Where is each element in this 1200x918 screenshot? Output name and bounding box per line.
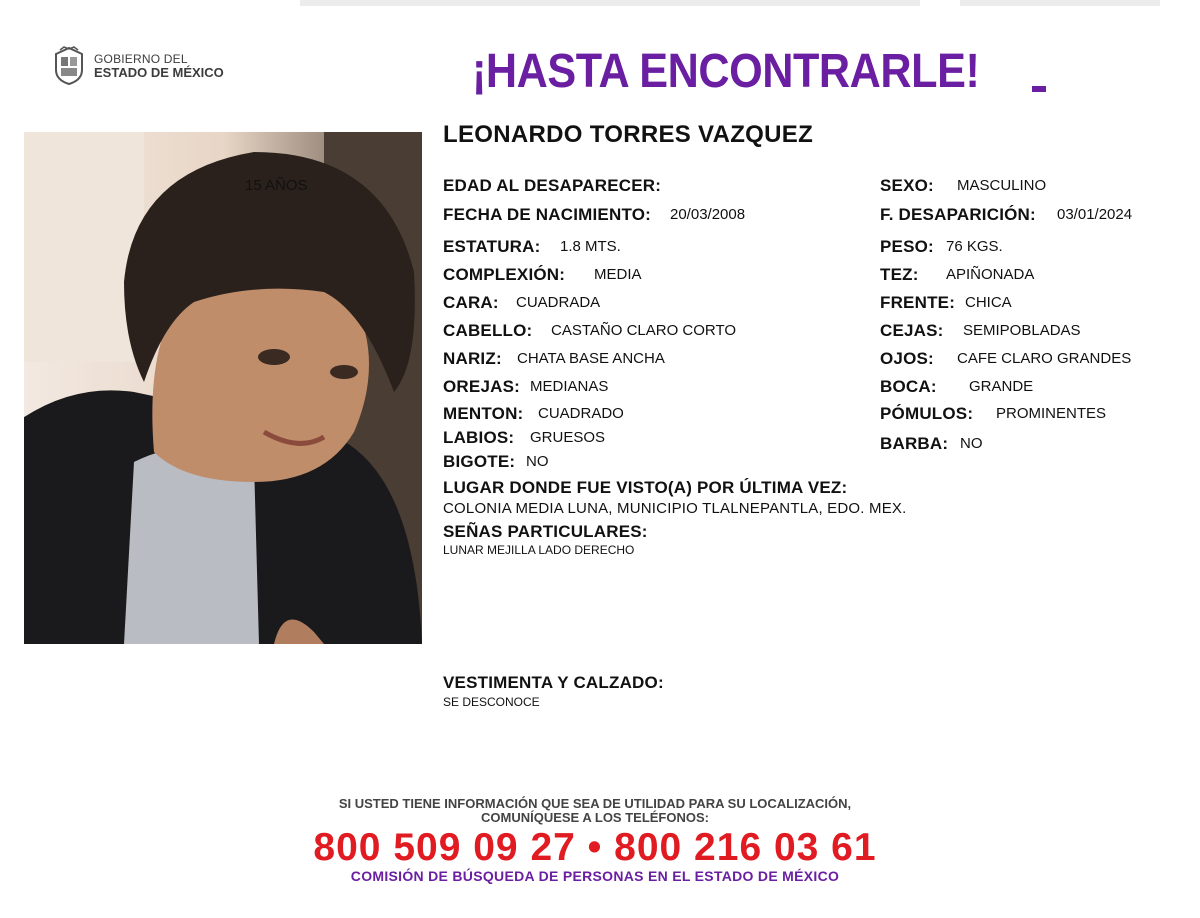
detail-value: APIÑONADA [946,266,1035,283]
detail-field [880,265,1035,285]
detail-value: CAFE CLARO GRANDES [957,350,1132,367]
detail-value: CASTAÑO CLARO CORTO [551,322,737,339]
clothing-label: VESTIMENTA Y CALZADO: [443,673,664,692]
detail-label: PESO: [880,237,934,256]
detail-value: SEMIPOBLADAS [963,322,1081,339]
detail-label: OJOS: [880,349,934,368]
detail-value: GRUESOS [530,429,606,446]
gov-line-1: GOBIERNO DEL [94,52,188,66]
detail-field [443,452,549,472]
detail-field [880,205,1133,225]
top-strip-left [300,0,920,6]
detail-value: CUADRADA [516,294,601,311]
state-seal-icon [52,46,86,86]
detail-field [443,265,642,285]
marks-value: LUNAR MEJILLA LADO DERECHO [443,543,635,557]
detail-label: TEZ: [880,265,919,284]
detail-field [443,205,746,225]
detail-field [880,377,1034,397]
detail-field [245,176,662,196]
last-seen-value: COLONIA MEDIA LUNA, MUNICIPIO TLALNEPANTLA, EDO. MEX. [443,500,907,517]
detail-field [443,377,609,397]
detail-label: FRENTE: [880,293,956,312]
top-strip-right [960,0,1160,6]
detail-label: BIGOTE: [443,452,516,471]
detail-field [880,321,1081,341]
phone-numbers: 800 509 09 27 • 800 216 03 61 [313,826,877,869]
detail-field [443,404,624,424]
headline-accent-bar [1032,86,1046,92]
detail-label: ESTATURA: [443,237,541,256]
detail-field [443,293,601,313]
detail-value: MASCULINO [957,177,1047,194]
detail-value: NO [526,453,549,470]
detail-value: MEDIANAS [530,378,609,395]
detail-label: BARBA: [880,434,949,453]
last-seen-label: LUGAR DONDE FUE VISTO(A) POR ÚLTIMA VEZ: [443,478,848,497]
gov-line-2: ESTADO DE MÉXICO [94,65,224,80]
info-line-2: COMUNÍQUESE A LOS TELÉFONOS: [481,810,709,825]
detail-value: CHATA BASE ANCHA [517,350,665,367]
missing-person-photo [24,132,422,644]
detail-label: SEXO: [880,176,934,195]
detail-label: COMPLEXIÓN: [443,265,566,284]
detail-value: 76 KGS. [946,238,1003,255]
detail-value: 15 AÑOS [245,177,308,194]
detail-label: EDAD AL DESAPARECER: [443,176,662,195]
detail-value: CUADRADO [538,405,624,422]
detail-field [443,237,621,257]
info-line-1: SI USTED TIENE INFORMACIÓN QUE SEA DE UTILIDAD PARA SU LOCALIZACIÓN, [338,796,852,811]
detail-label: CARA: [443,293,499,312]
detail-field [880,404,1107,424]
detail-value: PROMINENTES [996,405,1107,422]
clothing-value: SE DESCONOCE [443,695,540,709]
detail-value: 20/03/2008 [670,206,746,223]
detail-field [443,349,665,369]
detail-value: 1.8 MTS. [560,238,621,255]
detail-field [880,237,1003,257]
detail-field [443,321,737,341]
detail-field [880,434,983,454]
portrait-illustration [24,132,422,644]
marks-label: SEÑAS PARTICULARES: [443,522,648,541]
detail-label: CABELLO: [443,321,533,340]
detail-label: NARIZ: [443,349,502,368]
detail-label: OREJAS: [443,377,520,396]
detail-label: LABIOS: [443,428,515,447]
person-name: LEONARDO TORRES VAZQUEZ [443,121,814,148]
detail-field [880,176,1047,196]
detail-value: CHICA [965,294,1012,311]
detail-value: NO [960,435,983,452]
detail-label: F. DESAPARICIÓN: [880,205,1036,224]
government-logo [52,46,224,86]
detail-field [443,428,606,448]
commission-name: COMISIÓN DE BÚSQUEDA DE PERSONAS EN EL ESTADO DE MÉXICO [350,868,840,884]
detail-label: BOCA: [880,377,937,396]
detail-field [880,293,1012,313]
detail-label: FECHA DE NACIMIENTO: [443,205,651,224]
detail-value: 03/01/2024 [1057,206,1133,223]
detail-label: MENTON: [443,404,524,423]
detail-label: PÓMULOS: [880,404,974,423]
headline: ¡HASTA ENCONTRARLE! [472,45,980,98]
detail-value: GRANDE [969,378,1034,395]
detail-value: MEDIA [594,266,642,283]
detail-label: CEJAS: [880,321,944,340]
detail-field [880,349,1132,369]
